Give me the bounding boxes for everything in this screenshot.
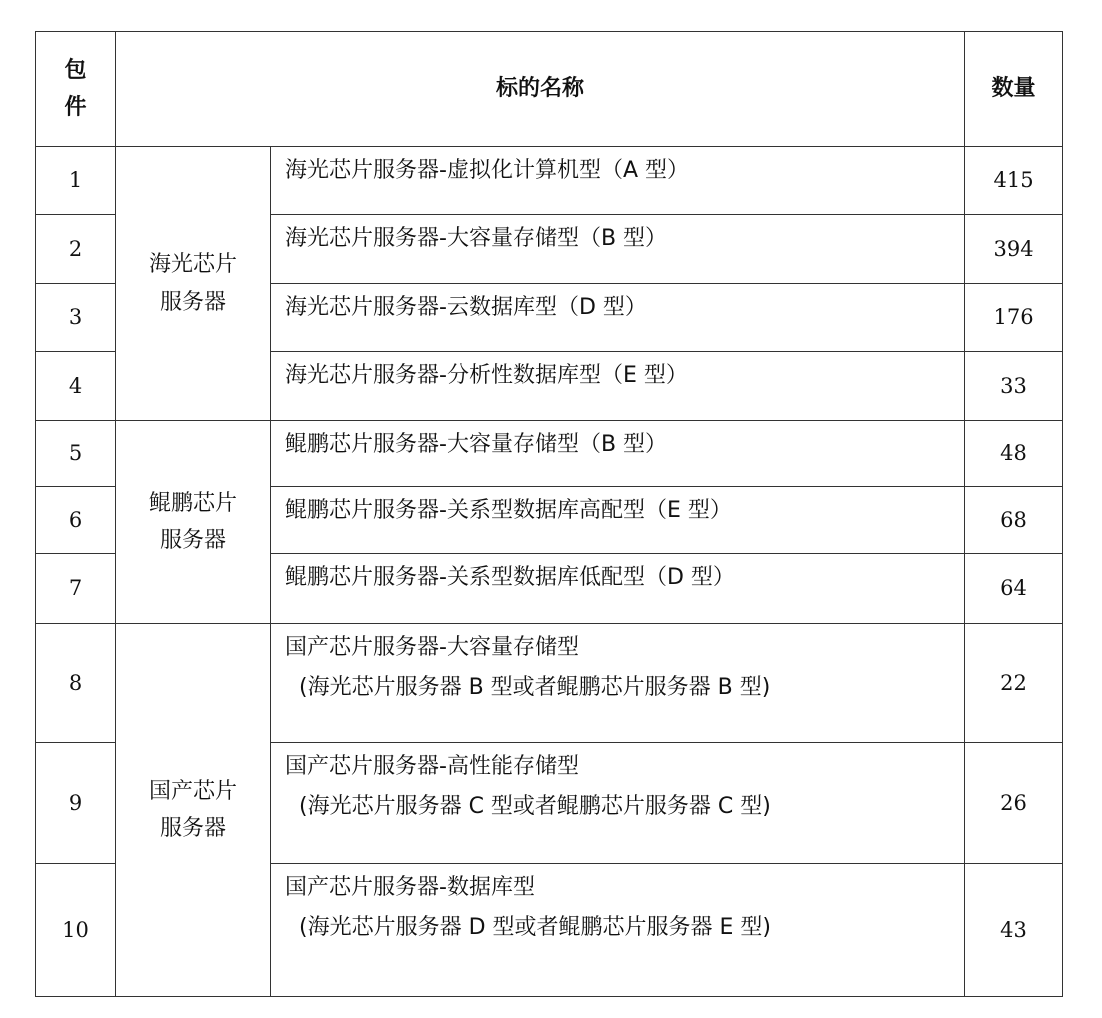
item-name: 国产芯片服务器-大容量存储型 <box>285 635 579 660</box>
group-line1: 国产芯片 <box>148 778 237 804</box>
procurement-table-container <box>35 31 1062 997</box>
group-line2: 服务器 <box>159 289 226 315</box>
table-row <box>36 624 1063 743</box>
procurement-table <box>35 31 1063 997</box>
package-number: 2 <box>36 215 116 284</box>
group-cell-hygon <box>116 147 271 421</box>
item-quantity: 394 <box>965 215 1063 284</box>
item-quantity: 43 <box>965 864 1063 997</box>
header-quantity: 数量 <box>965 32 1063 147</box>
package-number: 7 <box>36 554 116 624</box>
item-quantity: 26 <box>965 743 1063 864</box>
item-name: 海光芯片服务器-虚拟化计算机型（A 型） <box>271 147 965 215</box>
item-quantity: 33 <box>965 352 1063 421</box>
item-quantity: 415 <box>965 147 1063 215</box>
item-name: 海光芯片服务器-云数据库型（D 型） <box>271 284 965 352</box>
header-item-name: 标的名称 <box>116 32 965 147</box>
group-line1: 海光芯片 <box>148 252 237 278</box>
package-number: 4 <box>36 352 116 421</box>
group-line2: 服务器 <box>159 528 226 553</box>
item-name-cell <box>271 624 965 743</box>
header-row <box>36 32 1063 147</box>
package-number: 1 <box>36 147 116 215</box>
item-name-note: (海光芯片服务器 C 型或者鲲鹏芯片服务器 C 型) <box>299 793 771 819</box>
item-name: 海光芯片服务器-分析性数据库型（E 型） <box>271 352 965 421</box>
item-name: 鲲鹏芯片服务器-关系型数据库高配型（E 型） <box>271 487 965 554</box>
item-quantity: 68 <box>965 487 1063 554</box>
item-name-note: (海光芯片服务器 D 型或者鲲鹏芯片服务器 E 型) <box>299 914 771 940</box>
group-cell-kunpeng <box>116 421 271 624</box>
item-name-cell <box>271 864 965 997</box>
item-name: 鲲鹏芯片服务器-大容量存储型（B 型） <box>271 421 965 487</box>
item-quantity: 48 <box>965 421 1063 487</box>
package-number: 3 <box>36 284 116 352</box>
item-quantity: 176 <box>965 284 1063 352</box>
item-name: 海光芯片服务器-大容量存储型（B 型） <box>271 215 965 284</box>
item-name: 国产芯片服务器-数据库型 <box>285 875 535 900</box>
package-number: 5 <box>36 421 116 487</box>
header-package-line1: 包 <box>64 57 87 83</box>
table-row <box>36 147 1063 215</box>
header-package <box>36 32 116 147</box>
item-name: 鲲鹏芯片服务器-关系型数据库低配型（D 型） <box>271 554 965 624</box>
group-line2: 服务器 <box>159 816 226 841</box>
group-line1: 鲲鹏芯片 <box>148 490 237 516</box>
package-number: 10 <box>36 864 116 997</box>
item-name: 国产芯片服务器-高性能存储型 <box>285 754 579 779</box>
item-quantity: 22 <box>965 624 1063 743</box>
table-row <box>36 421 1063 487</box>
item-name-note: (海光芯片服务器 B 型或者鲲鹏芯片服务器 B 型) <box>299 674 771 700</box>
header-package-line2: 件 <box>64 95 87 120</box>
package-number: 8 <box>36 624 116 743</box>
item-name-cell <box>271 743 965 864</box>
package-number: 9 <box>36 743 116 864</box>
package-number: 6 <box>36 487 116 554</box>
item-quantity: 64 <box>965 554 1063 624</box>
group-cell-domestic <box>116 624 271 997</box>
